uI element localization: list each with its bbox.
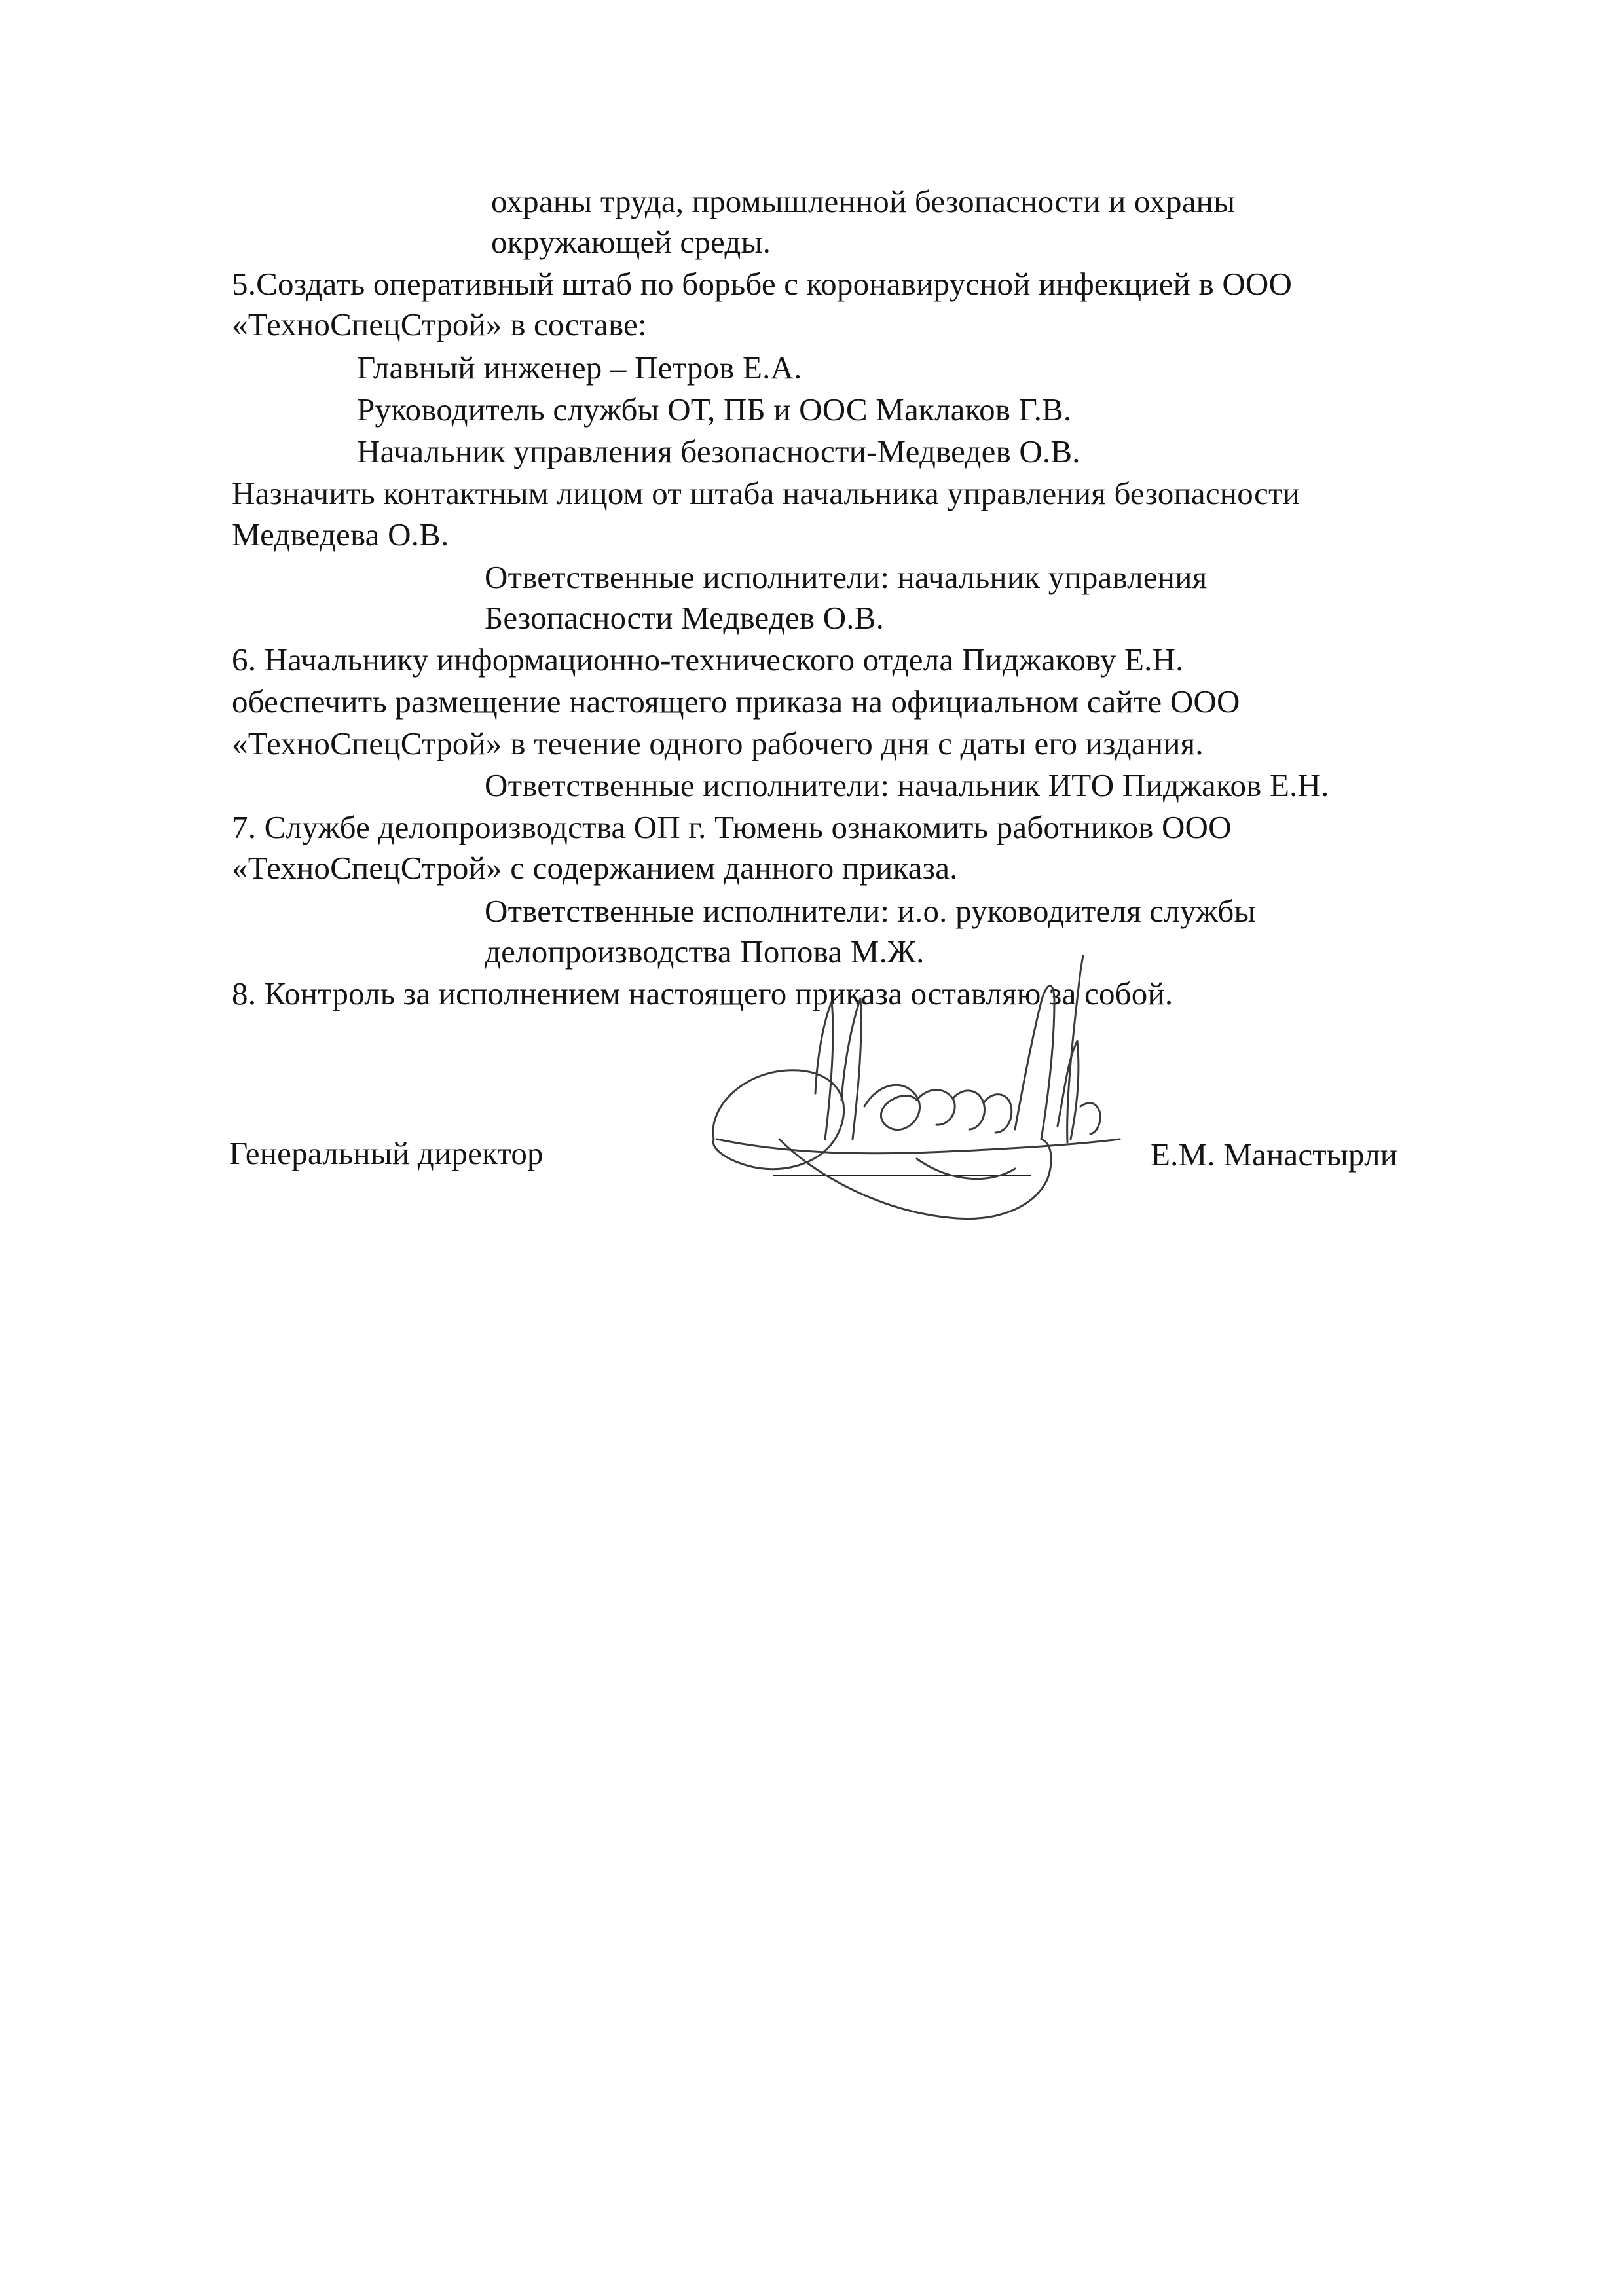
item-8-heading: 8. Контроль за исполнением настоящего приказа оставляю за собой.	[232, 975, 1173, 1011]
text-line: охраны труда, промышленной безопасности и охраны	[491, 183, 1236, 219]
responsible-line: Безопасности Медведев О.В.	[485, 600, 885, 636]
item-6-heading: 6. Начальнику информационно-технического отдела Пиджакову Е.Н.	[232, 642, 1184, 678]
text-line: «ТехноСпецСтрой» в составе:	[232, 306, 647, 342]
item-5-heading: 5.Создать оперативный штаб по борьбе с коронавирусной инфекцией в ООО	[232, 266, 1293, 302]
staff-member: Начальник управления безопасности-Медведев О.В.	[357, 433, 1080, 469]
staff-member: Руководитель службы ОТ, ПБ и ООС Маклаков Г.В.	[357, 392, 1072, 428]
text-line: «ТехноСпецСтрой» в течение одного рабочего дня с даты его издания.	[232, 725, 1204, 761]
staff-member: Главный инженер – Петров Е.А.	[357, 350, 802, 386]
item-7-heading: 7. Службе делопроизводства ОП г. Тюмень ознакомить работников ООО	[232, 809, 1232, 845]
signatory-name: Е.М. Манастырли	[1151, 1137, 1398, 1173]
responsible-line: Ответственные исполнители: начальник управления	[485, 559, 1208, 595]
text-line: Назначить контактным лицом от штаба начальника управления безопасности	[232, 475, 1301, 511]
text-line: обеспечить размещение настоящего приказа на официальном сайте ООО	[232, 683, 1240, 720]
text-line: «ТехноСпецСтрой» с содержанием данного приказа.	[232, 850, 958, 886]
text-line: Медведева О.В.	[232, 517, 449, 553]
handwritten-signature-icon	[701, 943, 1146, 1244]
text-line: окружающей среды.	[491, 224, 771, 260]
responsible-line: Ответственные исполнители: начальник ИТО Пиджаков Е.Н.	[485, 767, 1329, 803]
responsible-line: Ответственные исполнители: и.о. руководителя службы	[485, 893, 1256, 929]
responsible-line: делопроизводства Попова М.Ж.	[485, 934, 925, 970]
position-title: Генеральный директор	[229, 1135, 544, 1171]
